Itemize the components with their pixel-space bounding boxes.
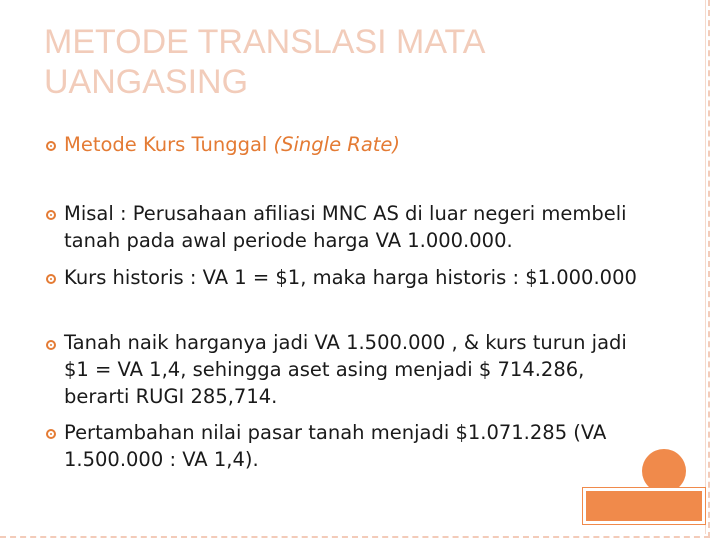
method-emphasis: (Single Rate) (273, 133, 401, 156)
circle-bullet-icon (46, 210, 56, 220)
circle-bullet-icon (46, 340, 56, 350)
bullet-item-market-value: Pertambahan nilai pasar tanah menjadi $1.071.285 (VA 1.500.000 : VA 1,4). (64, 421, 607, 471)
decorative-circle (642, 449, 686, 493)
slide-title: METODE TRANSLASI MATA UANGASING (44, 23, 484, 101)
circle-bullet-icon (46, 141, 56, 151)
bullet-item-example: Misal : Perusahaan afiliasi MNC AS di luar negeri membeli tanah pada awal periode harga VA 1.000.000. (64, 202, 627, 252)
bullet-item-price-change: Tanah naik harganya jadi VA 1.500.000 , & kurs turun jadi $1 = VA 1,4, sehingga aset asing menjadi $ 714.286, berarti RUGI 285,714. (64, 331, 627, 408)
circle-bullet-icon (46, 429, 56, 439)
bullet-item-method (64, 131, 644, 158)
method-label: Metode Kurs Tunggal (64, 133, 274, 156)
bullet-item-historical-rate: Kurs historis : VA 1 = $1, maka harga historis : $1.000.000 (64, 266, 637, 289)
decorative-box (583, 488, 705, 524)
circle-bullet-icon (46, 274, 56, 284)
